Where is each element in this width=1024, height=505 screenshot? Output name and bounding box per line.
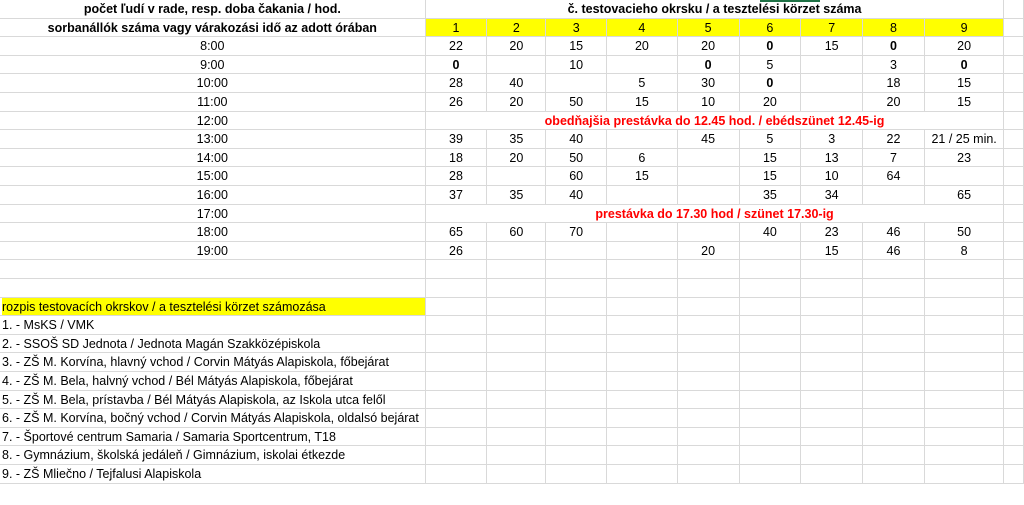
table-row xyxy=(0,149,1024,168)
empty-cell[interactable] xyxy=(546,260,607,279)
empty-cell[interactable] xyxy=(607,465,678,484)
empty-cell[interactable] xyxy=(546,428,607,447)
value-cell[interactable]: 20 xyxy=(487,37,546,56)
empty-cell[interactable] xyxy=(546,279,607,298)
value-cell[interactable]: 20 xyxy=(678,242,740,261)
legend-item[interactable]: 9. - ZŠ Mliečno / Tejfalusi Alapiskola xyxy=(0,465,426,484)
legend-item-row xyxy=(0,335,1024,354)
table-row xyxy=(0,112,1024,131)
value-cell[interactable]: 20 xyxy=(607,37,678,56)
value-cell[interactable]: 15 xyxy=(925,74,1004,93)
value-cell[interactable]: 15 xyxy=(801,242,863,261)
empty-cell[interactable] xyxy=(678,353,740,372)
empty-cell[interactable] xyxy=(487,260,546,279)
value-cell[interactable]: 15 xyxy=(801,37,863,56)
empty-cell[interactable] xyxy=(1004,279,1024,298)
empty-cell[interactable] xyxy=(426,409,488,428)
empty-cell[interactable] xyxy=(487,279,546,298)
value-cell[interactable]: 60 xyxy=(487,223,546,242)
value-cell[interactable]: 7 xyxy=(863,149,925,168)
empty-cell[interactable] xyxy=(740,372,802,391)
value-cell[interactable]: 60 xyxy=(546,167,607,186)
empty-cell[interactable] xyxy=(487,316,546,335)
empty-cell[interactable] xyxy=(801,298,863,317)
empty-cell[interactable] xyxy=(801,465,863,484)
empty-cell[interactable] xyxy=(801,279,863,298)
empty-cell[interactable] xyxy=(1004,0,1024,19)
value-cell[interactable]: 5 xyxy=(607,74,678,93)
empty-cell[interactable] xyxy=(607,260,678,279)
empty-cell[interactable] xyxy=(678,316,740,335)
value-cell[interactable]: 37 xyxy=(426,186,488,205)
value-cell[interactable]: 6 xyxy=(607,149,678,168)
empty-cell[interactable] xyxy=(0,260,426,279)
value-cell[interactable]: 10 xyxy=(801,167,863,186)
value-cell[interactable] xyxy=(487,56,546,75)
time-cell[interactable]: 12:00 xyxy=(0,112,426,131)
value-cell[interactable]: 5 xyxy=(740,130,802,149)
empty-cell[interactable] xyxy=(1004,93,1024,112)
column-number-header[interactable]: 8 xyxy=(863,19,925,38)
empty-cell[interactable] xyxy=(863,465,925,484)
legend-item-row xyxy=(0,391,1024,410)
time-cell[interactable]: 13:00 xyxy=(0,130,426,149)
table-row xyxy=(0,205,1024,224)
empty-cell[interactable] xyxy=(801,353,863,372)
empty-cell[interactable] xyxy=(607,428,678,447)
value-cell[interactable] xyxy=(863,186,925,205)
empty-cell[interactable] xyxy=(487,409,546,428)
value-cell[interactable]: 40 xyxy=(546,186,607,205)
empty-cell[interactable] xyxy=(863,409,925,428)
empty-cell[interactable] xyxy=(925,279,1004,298)
value-cell[interactable]: 64 xyxy=(863,167,925,186)
value-cell[interactable]: 3 xyxy=(801,130,863,149)
empty-cell[interactable] xyxy=(426,260,488,279)
column-number-header[interactable]: 5 xyxy=(678,19,740,38)
empty-cell[interactable] xyxy=(546,298,607,317)
empty-cell[interactable] xyxy=(426,465,488,484)
value-cell[interactable]: 20 xyxy=(925,37,1004,56)
empty-cell[interactable] xyxy=(801,409,863,428)
value-cell[interactable]: 18 xyxy=(426,149,488,168)
empty-cell[interactable] xyxy=(487,465,546,484)
empty-cell[interactable] xyxy=(1004,428,1024,447)
empty-cell[interactable] xyxy=(801,335,863,354)
header-row-title xyxy=(0,0,1024,19)
value-cell[interactable] xyxy=(801,56,863,75)
value-cell[interactable] xyxy=(678,223,740,242)
empty-cell[interactable] xyxy=(1004,260,1024,279)
empty-cell[interactable] xyxy=(740,279,802,298)
empty-cell[interactable] xyxy=(925,409,1004,428)
empty-cell[interactable] xyxy=(426,372,488,391)
empty-cell[interactable] xyxy=(1004,316,1024,335)
value-cell[interactable]: 30 xyxy=(678,74,740,93)
empty-cell[interactable] xyxy=(607,316,678,335)
left-header-title[interactable]: počet ľudí v rade, resp. doba čakania / hod. xyxy=(0,0,426,19)
legend-item-row xyxy=(0,353,1024,372)
empty-cell[interactable] xyxy=(1004,56,1024,75)
value-cell[interactable]: 65 xyxy=(426,223,488,242)
empty-cell[interactable] xyxy=(546,353,607,372)
column-number-header[interactable]: 9 xyxy=(925,19,1004,38)
value-cell[interactable]: 20 xyxy=(678,37,740,56)
empty-cell[interactable] xyxy=(1004,186,1024,205)
value-cell[interactable] xyxy=(546,74,607,93)
empty-cell[interactable] xyxy=(1004,372,1024,391)
empty-cell[interactable] xyxy=(678,298,740,317)
value-cell[interactable]: 0 xyxy=(678,56,740,75)
column-number-header[interactable]: 7 xyxy=(801,19,863,38)
value-cell[interactable]: 15 xyxy=(607,93,678,112)
empty-cell[interactable] xyxy=(1004,298,1024,317)
empty-cell[interactable] xyxy=(925,465,1004,484)
value-cell[interactable]: 35 xyxy=(740,186,802,205)
empty-cell[interactable] xyxy=(740,298,802,317)
empty-cell[interactable] xyxy=(801,260,863,279)
empty-cell[interactable] xyxy=(1004,205,1024,224)
empty-cell[interactable] xyxy=(925,353,1004,372)
empty-cell[interactable] xyxy=(1004,149,1024,168)
table-row xyxy=(0,167,1024,186)
empty-cell[interactable] xyxy=(678,335,740,354)
empty-cell[interactable] xyxy=(740,335,802,354)
empty-cell[interactable] xyxy=(426,298,488,317)
value-cell[interactable]: 13 xyxy=(801,149,863,168)
legend-item-row xyxy=(0,446,1024,465)
value-cell[interactable] xyxy=(546,242,607,261)
empty-cell[interactable] xyxy=(487,335,546,354)
legend-item[interactable]: 8. - Gymnázium, školská jedáleň / Gimnázium, iskolai étkezde xyxy=(0,446,426,465)
empty-cell[interactable] xyxy=(546,372,607,391)
empty-cell[interactable] xyxy=(925,316,1004,335)
value-cell[interactable]: 40 xyxy=(740,223,802,242)
value-cell[interactable]: 35 xyxy=(487,130,546,149)
empty-cell[interactable] xyxy=(607,409,678,428)
value-cell[interactable]: 23 xyxy=(925,149,1004,168)
table-row xyxy=(0,74,1024,93)
empty-cell[interactable] xyxy=(863,298,925,317)
value-cell[interactable]: 8 xyxy=(925,242,1004,261)
empty-cell[interactable] xyxy=(1004,335,1024,354)
empty-cell[interactable] xyxy=(607,279,678,298)
value-cell[interactable] xyxy=(801,93,863,112)
empty-cell[interactable] xyxy=(546,391,607,410)
empty-cell[interactable] xyxy=(426,335,488,354)
header-row-columns xyxy=(0,19,1024,38)
value-cell[interactable]: 50 xyxy=(546,149,607,168)
value-cell[interactable] xyxy=(607,223,678,242)
value-cell[interactable]: 46 xyxy=(863,242,925,261)
empty-cell[interactable] xyxy=(740,465,802,484)
empty-cell[interactable] xyxy=(1004,409,1024,428)
break-notice[interactable]: prestávka do 17.30 hod / szünet 17.30-ig xyxy=(426,205,1005,224)
value-cell[interactable]: 40 xyxy=(487,74,546,93)
empty-cell[interactable] xyxy=(607,372,678,391)
empty-cell[interactable] xyxy=(740,391,802,410)
empty-cell[interactable] xyxy=(546,446,607,465)
column-number-header[interactable]: 4 xyxy=(607,19,678,38)
value-cell[interactable] xyxy=(487,242,546,261)
legend-title-cell[interactable] xyxy=(0,298,426,317)
table-row xyxy=(0,186,1024,205)
empty-cell[interactable] xyxy=(487,428,546,447)
empty-cell[interactable] xyxy=(426,279,488,298)
time-cell[interactable]: 18:00 xyxy=(0,223,426,242)
empty-cell[interactable] xyxy=(546,409,607,428)
empty-cell[interactable] xyxy=(863,391,925,410)
value-cell[interactable]: 40 xyxy=(546,130,607,149)
right-header-title[interactable]: č. testovacieho okrsku / a tesztelési körzet száma xyxy=(426,0,1005,19)
empty-cell[interactable] xyxy=(801,428,863,447)
empty-cell[interactable] xyxy=(607,446,678,465)
value-cell[interactable]: 20 xyxy=(863,93,925,112)
time-cell[interactable]: 10:00 xyxy=(0,74,426,93)
left-header-subtitle[interactable]: sorbanállók száma vagy várakozási idő az adott órában xyxy=(0,19,426,38)
legend-item-row xyxy=(0,409,1024,428)
value-cell[interactable]: 65 xyxy=(925,186,1004,205)
value-cell[interactable]: 15 xyxy=(925,93,1004,112)
empty-cell[interactable] xyxy=(1004,19,1024,38)
break-notice[interactable]: obedňajšia prestávka do 12.45 hod. / ebédszünet 12.45-ig xyxy=(426,112,1005,131)
table-row xyxy=(0,37,1024,56)
empty-cell[interactable] xyxy=(607,298,678,317)
time-cell[interactable]: 15:00 xyxy=(0,167,426,186)
value-cell[interactable] xyxy=(487,167,546,186)
value-cell[interactable]: 26 xyxy=(426,93,488,112)
empty-cell[interactable] xyxy=(925,372,1004,391)
empty-cell[interactable] xyxy=(863,316,925,335)
value-cell[interactable]: 20 xyxy=(487,149,546,168)
empty-cell[interactable] xyxy=(0,279,426,298)
value-cell[interactable]: 15 xyxy=(607,167,678,186)
empty-cell[interactable] xyxy=(678,446,740,465)
empty-cell[interactable] xyxy=(1004,74,1024,93)
empty-cell[interactable] xyxy=(678,409,740,428)
value-cell[interactable] xyxy=(925,167,1004,186)
legend-title-row xyxy=(0,298,1024,317)
empty-cell[interactable] xyxy=(487,391,546,410)
empty-cell[interactable] xyxy=(678,372,740,391)
empty-cell[interactable] xyxy=(678,279,740,298)
value-cell[interactable]: 28 xyxy=(426,74,488,93)
empty-cell[interactable] xyxy=(801,446,863,465)
empty-cell[interactable] xyxy=(740,353,802,372)
value-cell[interactable]: 5 xyxy=(740,56,802,75)
legend-item-row xyxy=(0,316,1024,335)
time-cell[interactable]: 17:00 xyxy=(0,205,426,224)
table-row xyxy=(0,93,1024,112)
empty-cell[interactable] xyxy=(1004,242,1024,261)
empty-cell[interactable] xyxy=(863,335,925,354)
empty-cell[interactable] xyxy=(925,446,1004,465)
empty-cell[interactable] xyxy=(863,279,925,298)
empty-cell[interactable] xyxy=(678,391,740,410)
empty-cell[interactable] xyxy=(607,391,678,410)
empty-cell[interactable] xyxy=(801,372,863,391)
table-row xyxy=(0,130,1024,149)
table-row xyxy=(0,242,1024,261)
value-cell[interactable]: 15 xyxy=(740,167,802,186)
empty-cell[interactable] xyxy=(740,446,802,465)
empty-cell[interactable] xyxy=(1004,465,1024,484)
empty-cell[interactable] xyxy=(1004,391,1024,410)
legend-title: rozpis testovacích okrskov / a tesztelési körzet számozása xyxy=(2,298,426,316)
value-cell[interactable] xyxy=(607,186,678,205)
active-cell-indicator xyxy=(760,0,820,2)
value-cell[interactable]: 28 xyxy=(426,167,488,186)
column-number-header[interactable]: 3 xyxy=(546,19,607,38)
value-cell[interactable]: 22 xyxy=(863,130,925,149)
value-cell[interactable] xyxy=(801,74,863,93)
empty-cell[interactable] xyxy=(546,316,607,335)
legend-item-row xyxy=(0,428,1024,447)
value-cell[interactable]: 45 xyxy=(678,130,740,149)
legend-item[interactable]: 3. - ZŠ M. Korvína, hlavný vchod / Corvin Mátyás Alapiskola, főbejárat xyxy=(0,353,426,372)
value-cell[interactable] xyxy=(607,242,678,261)
empty-cell[interactable] xyxy=(678,260,740,279)
time-cell[interactable]: 16:00 xyxy=(0,186,426,205)
legend-item[interactable]: 5. - ZŠ M. Bela, prístavba / Bél Mátyás Alapiskola, az Iskola utca felől xyxy=(0,391,426,410)
empty-cell[interactable] xyxy=(925,260,1004,279)
value-cell[interactable]: 0 xyxy=(925,56,1004,75)
value-cell[interactable] xyxy=(740,242,802,261)
value-cell[interactable]: 18 xyxy=(863,74,925,93)
table-row xyxy=(0,56,1024,75)
column-number-header[interactable]: 1 xyxy=(426,19,488,38)
legend-item[interactable]: 7. - Športové centrum Samaria / Samaria Sportcentrum, T18 xyxy=(0,428,426,447)
time-cell[interactable]: 11:00 xyxy=(0,93,426,112)
column-number-header[interactable]: 6 xyxy=(740,19,802,38)
empty-row xyxy=(0,260,1024,279)
value-cell[interactable]: 3 xyxy=(863,56,925,75)
value-cell[interactable]: 21 / 25 min. xyxy=(925,130,1004,149)
empty-cell[interactable] xyxy=(487,353,546,372)
empty-cell[interactable] xyxy=(426,316,488,335)
value-cell[interactable]: 0 xyxy=(740,74,802,93)
table-row xyxy=(0,223,1024,242)
value-cell[interactable] xyxy=(678,149,740,168)
value-cell[interactable]: 22 xyxy=(426,37,488,56)
value-cell[interactable]: 20 xyxy=(487,93,546,112)
empty-cell[interactable] xyxy=(925,298,1004,317)
empty-cell[interactable] xyxy=(925,335,1004,354)
legend-item[interactable]: 4. - ZŠ M. Bela, halvný vchod / Bél Mátyás Alapiskola, főbejárat xyxy=(0,372,426,391)
empty-cell[interactable] xyxy=(1004,112,1024,131)
value-cell[interactable]: 23 xyxy=(801,223,863,242)
value-cell[interactable]: 20 xyxy=(740,93,802,112)
empty-cell[interactable] xyxy=(1004,167,1024,186)
value-cell[interactable]: 39 xyxy=(426,130,488,149)
value-cell[interactable]: 50 xyxy=(546,93,607,112)
empty-cell[interactable] xyxy=(607,353,678,372)
empty-cell[interactable] xyxy=(426,353,488,372)
legend-item-row xyxy=(0,465,1024,484)
time-cell[interactable]: 19:00 xyxy=(0,242,426,261)
value-cell[interactable]: 70 xyxy=(546,223,607,242)
empty-cell[interactable] xyxy=(801,316,863,335)
empty-cell[interactable] xyxy=(1004,446,1024,465)
value-cell[interactable]: 50 xyxy=(925,223,1004,242)
empty-cell[interactable] xyxy=(426,428,488,447)
legend-item-row xyxy=(0,372,1024,391)
legend-item[interactable]: 2. - SSOŠ SD Jednota / Jednota Magán Szakközépiskola xyxy=(0,335,426,354)
value-cell[interactable] xyxy=(678,167,740,186)
value-cell[interactable]: 15 xyxy=(740,149,802,168)
empty-cell[interactable] xyxy=(740,316,802,335)
empty-cell[interactable] xyxy=(740,428,802,447)
empty-cell[interactable] xyxy=(1004,353,1024,372)
value-cell[interactable]: 0 xyxy=(426,56,488,75)
value-cell[interactable] xyxy=(607,130,678,149)
empty-cell[interactable] xyxy=(925,428,1004,447)
value-cell[interactable]: 0 xyxy=(863,37,925,56)
value-cell[interactable]: 0 xyxy=(740,37,802,56)
time-cell[interactable]: 9:00 xyxy=(0,56,426,75)
empty-cell[interactable] xyxy=(740,260,802,279)
value-cell[interactable]: 34 xyxy=(801,186,863,205)
value-cell[interactable] xyxy=(607,56,678,75)
legend-item[interactable]: 6. - ZŠ M. Korvína, bočný vchod / Corvin Mátyás Alapiskola, oldalsó bejárat xyxy=(0,409,426,428)
legend-item[interactable]: 1. - MsKS / VMK xyxy=(0,316,426,335)
empty-cell[interactable] xyxy=(801,391,863,410)
empty-cell[interactable] xyxy=(925,391,1004,410)
empty-row xyxy=(0,279,1024,298)
value-cell[interactable] xyxy=(678,186,740,205)
empty-cell[interactable] xyxy=(863,428,925,447)
value-cell[interactable]: 35 xyxy=(487,186,546,205)
column-number-header[interactable]: 2 xyxy=(487,19,546,38)
value-cell[interactable]: 46 xyxy=(863,223,925,242)
empty-cell[interactable] xyxy=(426,446,488,465)
value-cell[interactable]: 10 xyxy=(678,93,740,112)
empty-cell[interactable] xyxy=(863,260,925,279)
empty-cell[interactable] xyxy=(863,446,925,465)
value-cell[interactable]: 26 xyxy=(426,242,488,261)
time-cell[interactable]: 14:00 xyxy=(0,149,426,168)
empty-cell[interactable] xyxy=(487,298,546,317)
empty-cell[interactable] xyxy=(863,372,925,391)
empty-cell[interactable] xyxy=(546,335,607,354)
time-cell[interactable]: 8:00 xyxy=(0,37,426,56)
empty-cell[interactable] xyxy=(1004,223,1024,242)
empty-cell[interactable] xyxy=(678,465,740,484)
empty-cell[interactable] xyxy=(740,409,802,428)
value-cell[interactable]: 10 xyxy=(546,56,607,75)
empty-cell[interactable] xyxy=(1004,130,1024,149)
empty-cell[interactable] xyxy=(1004,37,1024,56)
empty-cell[interactable] xyxy=(426,391,488,410)
empty-cell[interactable] xyxy=(546,465,607,484)
value-cell[interactable]: 15 xyxy=(546,37,607,56)
empty-cell[interactable] xyxy=(678,428,740,447)
empty-cell[interactable] xyxy=(487,372,546,391)
empty-cell[interactable] xyxy=(487,446,546,465)
empty-cell[interactable] xyxy=(863,353,925,372)
empty-cell[interactable] xyxy=(607,335,678,354)
